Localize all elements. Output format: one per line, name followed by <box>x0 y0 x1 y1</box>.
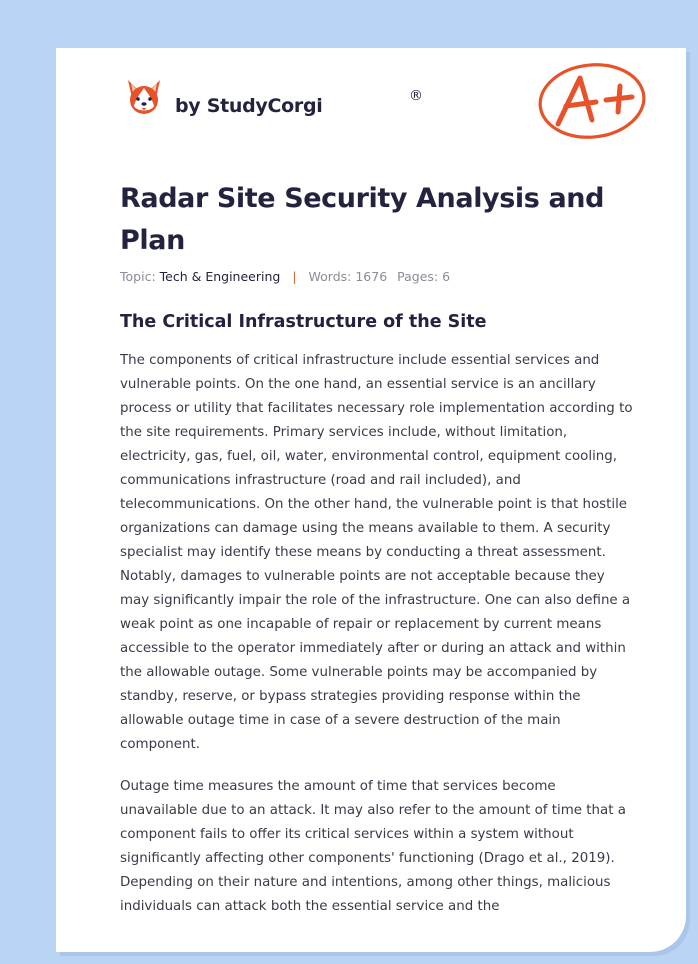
word-count: Words: 1676 <box>308 269 388 284</box>
page-count: Pages: 6 <box>397 269 451 284</box>
section-heading: The Critical Infrastructure of the Site <box>120 312 487 332</box>
registered-mark: ® <box>409 88 423 104</box>
document-page <box>56 48 686 952</box>
brand-name: by StudyCorgi <box>175 95 323 117</box>
a-plus-grade-icon <box>536 58 648 142</box>
paper-title: Radar Site Security Analysis and Plan <box>120 183 605 256</box>
corgi-logo-icon <box>122 76 166 120</box>
body-paragraph: The components of critical infrastructure include essential services and vulnerable points. On the one hand, an essential service is an ancillary process or utility that facilitates necessary role implementation according to the site requirements. Primary services include, without limitation, electricity, gas, fuel, oil, water, environmental control, equipment cooling, communications infrastructure (road and rail included), and telecommunications. On the other hand, the vulnerable point is that hostile organizations can damage using the means available to them. A security specialist may identify these means by conducting a threat assessment. Notably, damages to vulnerable points are not acceptable because they may significantly impair the role of the infrastructure. One can also define a weak point as one incapable of repair or replacement by current means accessible to the operator immediately after or during an attack and within the allowable outage. Some vulnerable points may be accompanied by standby, reserve, or bypass strategies providing response within the allowable outage time in case of a severe destruction of the main component. <box>120 353 633 752</box>
topic-link[interactable]: Tech & Engineering <box>159 269 281 284</box>
body-paragraph: Outage time measures the amount of time that services become unavailable due to an attack. It may also refer to the amount of time that a component fails to offer its critical services within a system without significantly affecting other components' functioning (Drago et al., 2019). Depending on their nature and intentions, among other things, malicious individuals can attack both the essential service and the <box>120 779 626 914</box>
topic-label: Topic: <box>120 269 156 284</box>
paper-meta <box>120 269 450 284</box>
meta-separator: | <box>292 269 297 284</box>
